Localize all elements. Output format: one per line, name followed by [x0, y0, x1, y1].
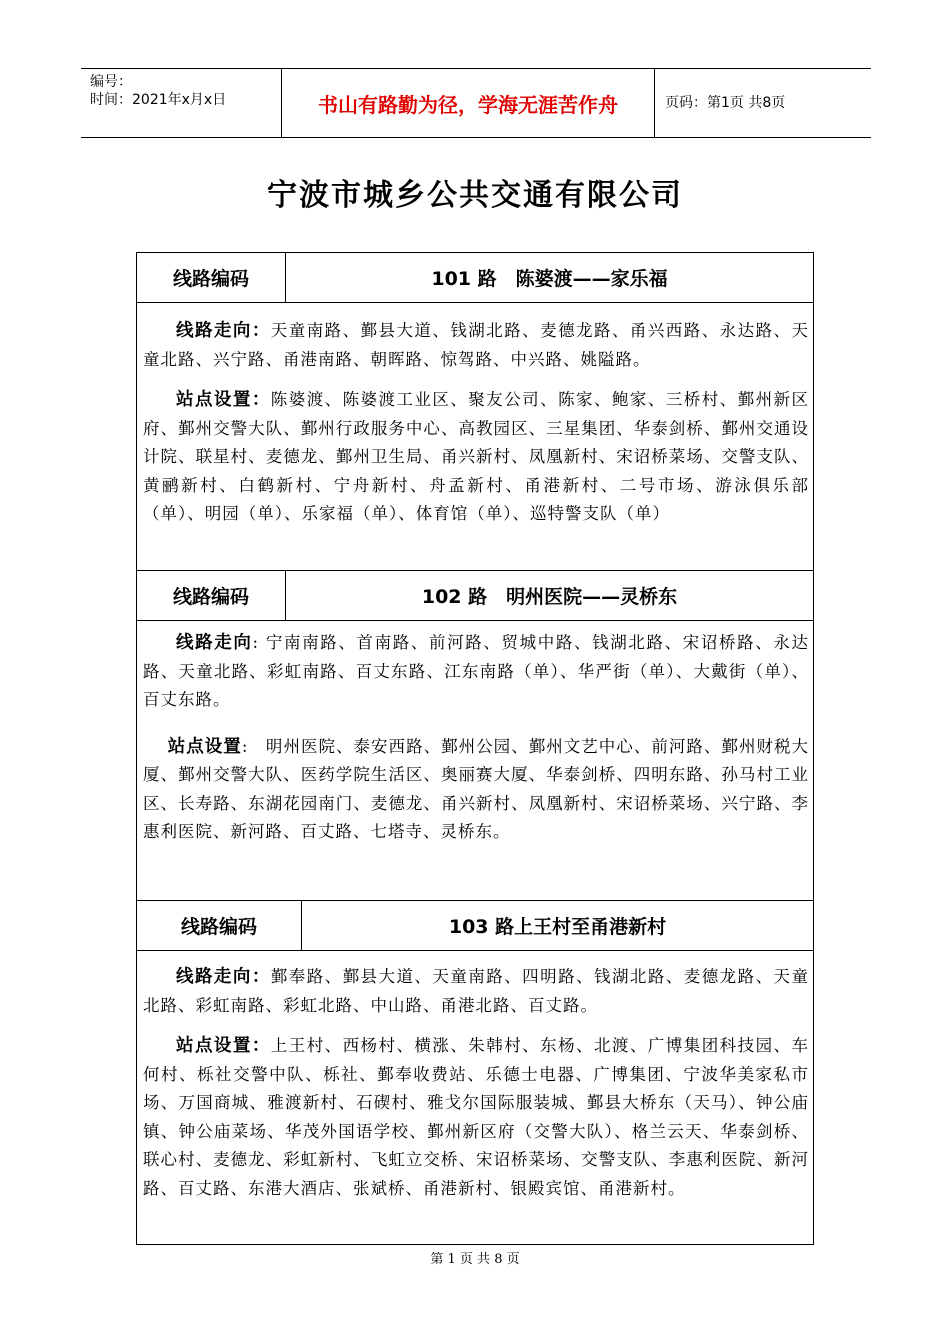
route-code-label: 线路编码: [137, 253, 286, 302]
route-direction: [143, 963, 809, 1020]
direction-label: 线路走向：: [176, 967, 271, 987]
route-details: [137, 621, 813, 901]
motto: 书山有路勤为径，学海无涯苦作舟: [318, 92, 618, 117]
routes-table: [136, 252, 814, 1245]
route-code-label: 线路编码: [137, 571, 286, 620]
route-header-row: [137, 253, 813, 303]
page-footer: 第 1 页 共 8 页: [430, 1252, 520, 1267]
direction-text: 鄞奉路、鄞县大道、天童南路、四明路、钱湖北路、麦德龙路、天童北路、彩虹南路、彩虹北路、中山路、甬港北路、百丈路。: [143, 967, 810, 1015]
page-info: 页码：第1页 共8页: [665, 95, 786, 111]
route-code-label: 线路编码: [137, 901, 302, 950]
route-name: 101 路 陈婆渡——家乐福: [431, 268, 668, 290]
header-motto-cell: [282, 69, 655, 137]
time-label: 时间：2021年x月x日: [90, 92, 227, 108]
direction-label: 线路走向: [176, 633, 253, 653]
route-stops: [143, 733, 809, 847]
route-details: [137, 951, 813, 1244]
route-direction: [143, 629, 809, 715]
route-details: [137, 303, 813, 571]
direction-text: : 宁南南路、首南路、前河路、贸城中路、钱湖北路、宋诏桥路、永达路、天童北路、彩虹南路、百丈东路、江东南路（单）、华严街（单）、大戴街（单）、百丈东路。: [143, 633, 809, 709]
direction-label: 线路走向：: [176, 321, 271, 341]
page-header: [81, 68, 871, 138]
stops-text: : 明州医院、泰安西路、鄞州公园、鄞州文艺中心、前河路、鄞州财税大厦、鄞州交警大队、医药学院生活区、奥丽赛大厦、华泰剑桥、四明东路、孙马村工业区、长寿路、东湖花园南门、麦德龙、甬兴新村、凤凰新村、宋诏桥菜场、兴宁路、李惠利医院、新河路、百丈路、七塔寺、灵桥东。: [143, 736, 809, 841]
route-header-row: [137, 571, 813, 621]
stops-label: 站点设置: [167, 736, 242, 757]
route-name: 102 路 明州医院——灵桥东: [421, 586, 678, 608]
stops-text: 上王村、西杨村、横涨、朱韩村、东杨、北渡、广博集团科技园、车何村、栎社交警中队、栎社、鄞奉收费站、乐德士电器、广博集团、宁波华美家私市场、万国商城、雅渡新村、石碶村、雅戈尔国际服装城、鄞县大桥东（天马）、钟公庙镇、钟公庙菜场、华茂外国语学校、鄞州新区府（交警大队）、格兰云天、华泰剑桥、联心村、麦德龙、彩虹新村、飞虹立交桥、宋诏桥菜场、交警支队、李惠利医院、新河路、百丈路、东港大酒店、张斌桥、甬港新村、银殿宾馆、甬港新村。: [143, 1036, 810, 1198]
header-meta: [81, 69, 282, 137]
route-stops: [143, 1032, 809, 1203]
route-stops: [143, 386, 809, 529]
stops-text: 陈婆渡、陈婆渡工业区、聚友公司、陈家、鲍家、三桥村、鄞州新区府、鄞州交警大队、鄞州行政服务中心、高教园区、三星集团、华泰剑桥、鄞州交通设计院、联星村、麦德龙、鄞州卫生局、甬兴新村、凤凰新村、宋诏桥菜场、交警支队、黄鹂新村、白鹤新村、宁舟新村、舟孟新村、甬港新村、二号市场、游泳俱乐部（单）、明园（单）、乐家福（单）、体育馆（单）、巡特警支队（单）: [143, 390, 810, 523]
stops-label: 站点设置：: [176, 390, 271, 410]
route-name: 103 路上王村至甬港新村: [448, 916, 667, 938]
route-header-row: [137, 901, 813, 951]
document-title: 宁波市城乡公共交通有限公司: [267, 178, 683, 213]
header-page-cell: [655, 69, 871, 137]
direction-text: 天童南路、鄞县大道、钱湖北路、麦德龙路、甬兴西路、永达路、天童北路、兴宁路、甬港南路、朝晖路、惊驾路、中兴路、姚隘路。: [143, 321, 810, 369]
route-direction: [143, 317, 809, 374]
stops-label: 站点设置：: [176, 1036, 271, 1056]
number-label: 编号：: [90, 74, 132, 90]
